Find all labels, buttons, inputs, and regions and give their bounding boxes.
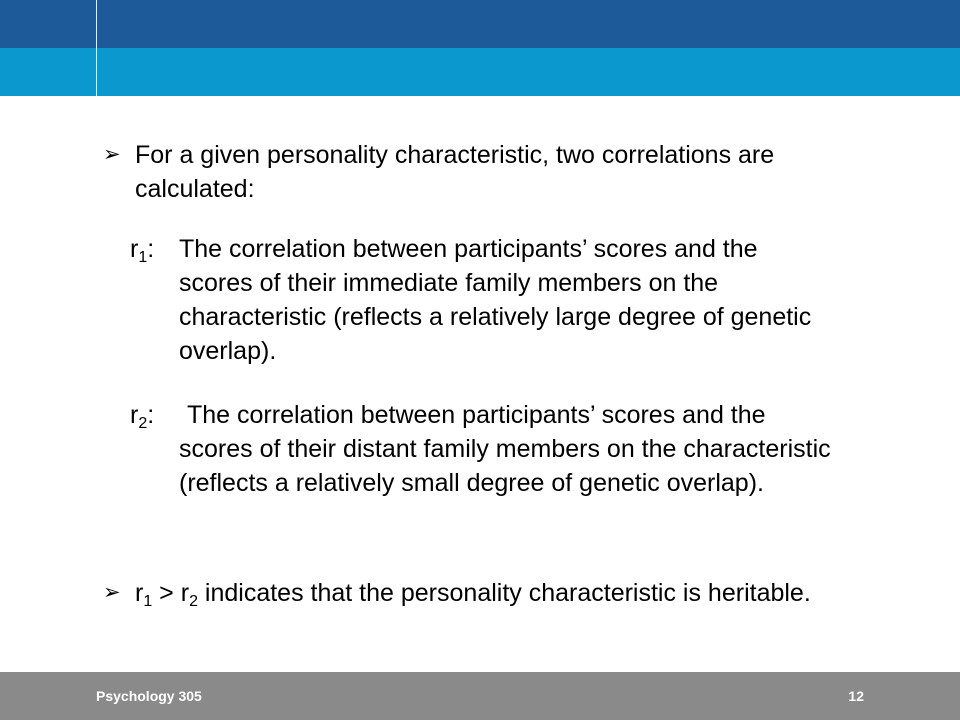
arrow-bullet-icon: ➢ — [103, 143, 121, 166]
bullet-text: $r_1 > r_2$ indicates that the personality characteristic is heritable. — [135, 579, 811, 610]
footer-bar — [0, 672, 960, 720]
page-number: 12 — [848, 688, 864, 704]
footer-course-title: Psychology 305 — [96, 688, 202, 704]
definition-text: scores of their distant family members on the characteristic (reflects a relatively small degree of genetic overlap). — [179, 435, 831, 497]
arrow-bullet-icon: ➢ — [103, 581, 121, 604]
bullet-item-correlations — [103, 138, 843, 206]
definition-text-first-line: The correlation between participants’ scores and the — [179, 235, 758, 263]
definition-r1 — [130, 232, 850, 368]
definition-text: scores of their immediate family members on the characteristic (reflects a relatively large degree of genetic overlap). — [179, 269, 812, 365]
definition-r2 — [130, 398, 850, 500]
bullet-text: For a given personality characteristic, two correlations are calculated: — [135, 141, 775, 203]
definition-label-r1: $r_1$: — [130, 235, 155, 266]
definition-label-r2: $r_2$: — [130, 401, 155, 432]
bullet-item-heritable — [103, 576, 843, 610]
definition-text-first-line: The correlation between participants’ scores and the — [187, 401, 766, 429]
